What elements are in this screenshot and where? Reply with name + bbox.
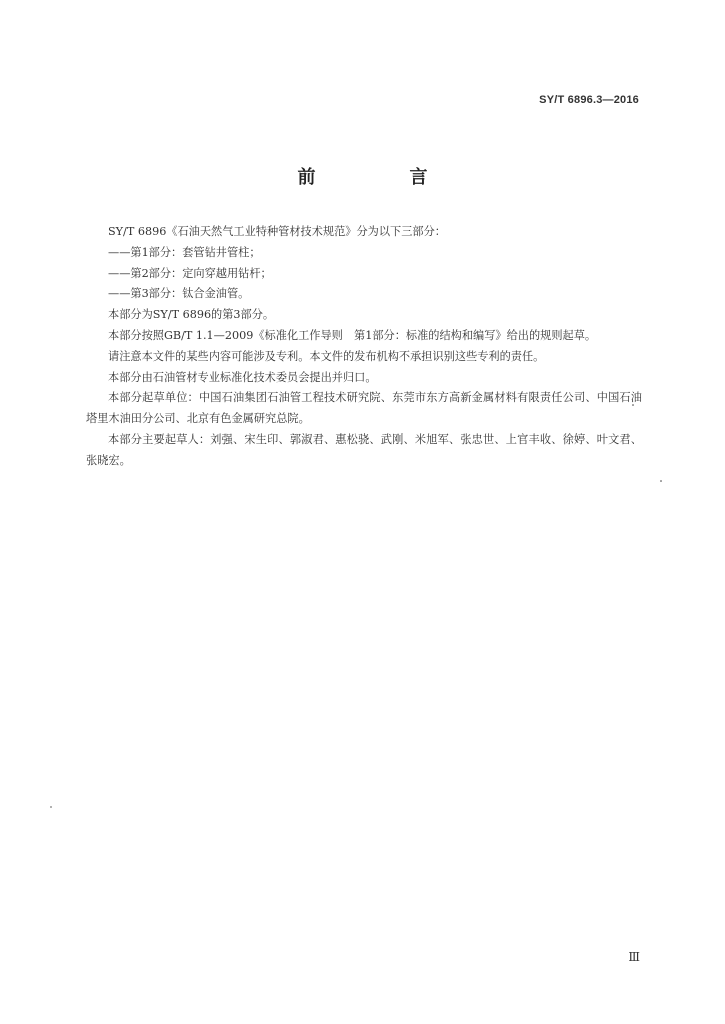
- foreword-body: [86, 222, 642, 472]
- paragraph-drafting-units: 本部分起草单位：中国石油集团石油管工程技术研究院、东莞市东方高新金属材料有限责任公司、中国石油塔里木油田分公司、北京有色金属研究总院。: [86, 391, 642, 426]
- standard-code: SY/T 6896.3—2016: [539, 94, 639, 106]
- list-item-part-2: ——第2部分：定向穿越用钻杆；: [108, 266, 272, 280]
- list-item-part-3: ——第3部分：钛合金油管。: [108, 287, 250, 301]
- scan-speck: [660, 480, 662, 482]
- paragraph-intro: SY/T 6896《石油天然气工业特种管材技术规范》分为以下三部分：: [108, 225, 446, 238]
- paragraph-patent-notice: 请注意本文件的某些内容可能涉及专利。本文件的发布机构不承担识别这些专利的责任。: [108, 349, 545, 363]
- paragraph-drafting-rules: 本部分按照GB/T 1.1—2009《标准化工作导则 第1部分：标准的结构和编写》给出的规则起草。: [108, 328, 597, 342]
- scan-speck: [632, 404, 634, 406]
- page-number: Ⅲ: [628, 950, 640, 964]
- paragraph-drafters: 本部分主要起草人：刘强、宋生印、郭淑君、惠松骁、武刚、米旭军、张忠世、上官丰收、徐婷、叶文君、张晓宏。: [86, 432, 642, 467]
- paragraph-this-part: 本部分为SY/T 6896的第3部分。: [108, 308, 275, 322]
- list-item-part-1: ——第1部分：套管钻井管柱；: [108, 245, 261, 259]
- paragraph-proposer: 本部分由石油管材专业标准化技术委员会提出并归口。: [108, 370, 377, 384]
- scan-speck: [50, 806, 52, 808]
- page-title: 前 言: [297, 167, 466, 188]
